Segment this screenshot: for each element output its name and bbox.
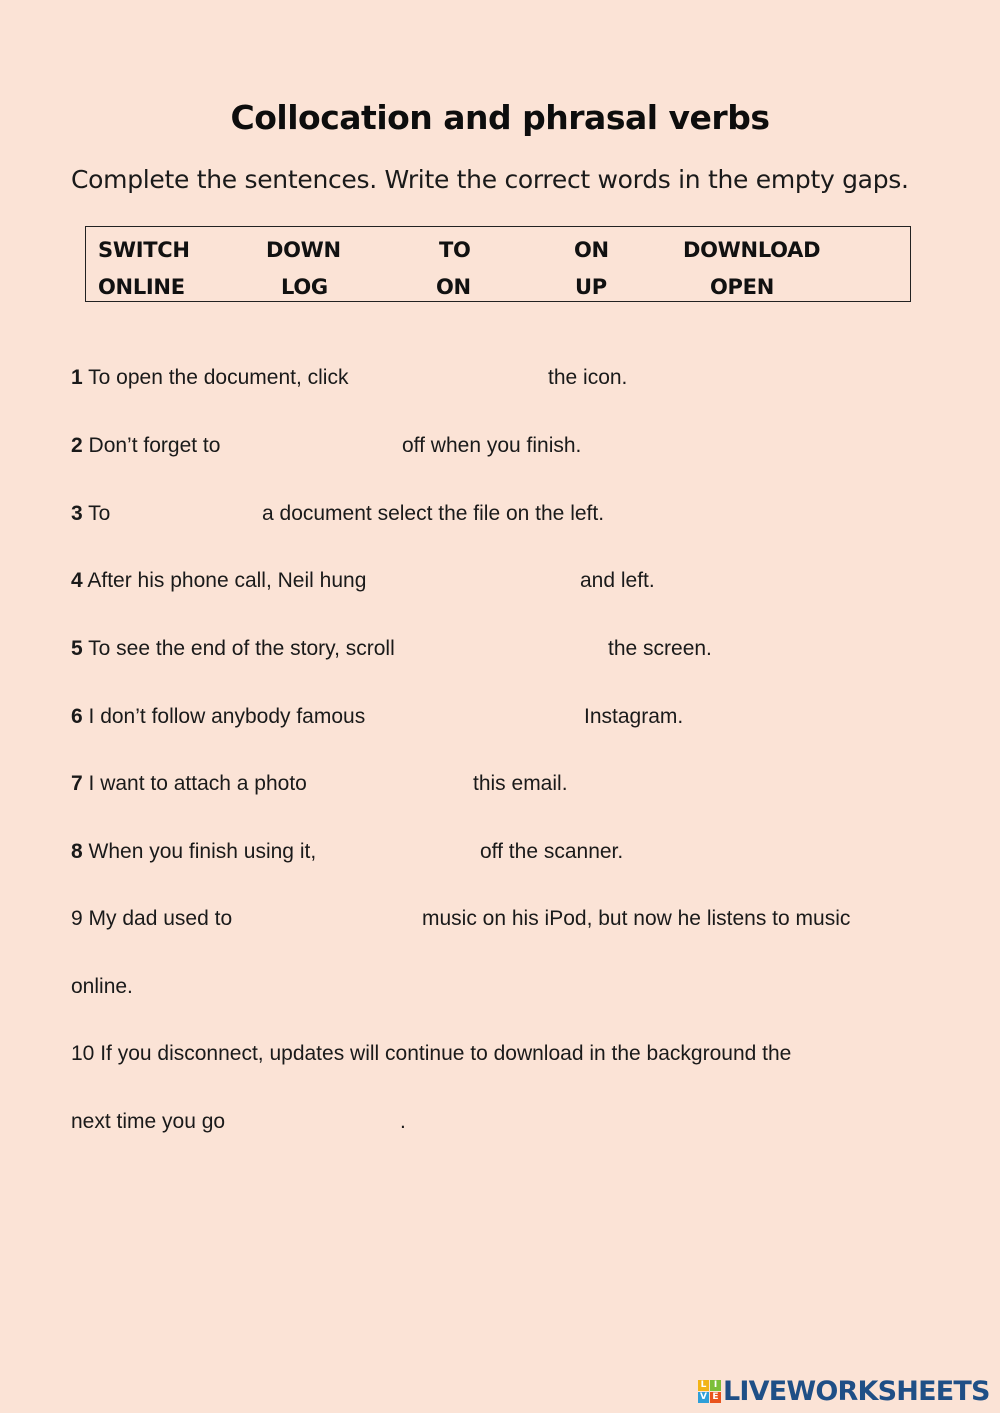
logo-text: LIVEWORKSHEETS <box>723 1376 990 1407</box>
logo-mark-tile: E <box>710 1392 721 1403</box>
question-text: the screen. <box>608 637 712 660</box>
answer-gap-10[interactable] <box>250 1107 396 1137</box>
question-text: off the scanner. <box>480 840 624 863</box>
question-6 <box>71 706 365 727</box>
question-text: I don’t follow anybody famous <box>88 705 366 728</box>
question-number: 3 <box>71 502 83 525</box>
liveworksheets-logo <box>698 1376 990 1407</box>
question-text: To see the end of the story, scroll <box>88 637 395 660</box>
question-text: My dad used to <box>88 907 233 930</box>
question-number: 8 <box>71 840 83 863</box>
word-bank <box>85 226 911 302</box>
question-text: and left. <box>580 569 655 592</box>
word-bank-item: DOWN <box>266 238 341 262</box>
word-bank-item: SWITCH <box>98 238 190 262</box>
question-text: To open the document, click <box>88 366 349 389</box>
question-text: Instagram. <box>584 705 684 728</box>
answer-gap-7[interactable] <box>341 769 467 799</box>
question-text: I want to attach a photo <box>88 772 307 795</box>
question-10-end <box>400 1111 406 1132</box>
question-text: the icon. <box>548 366 628 389</box>
question-text: music on his iPod, but now he listens to music <box>422 907 851 930</box>
word-bank-item: ON <box>436 275 471 299</box>
question-2 <box>71 435 220 456</box>
logo-mark-tile: V <box>698 1392 709 1403</box>
question-number: 4 <box>71 569 83 592</box>
question-1 <box>71 367 348 388</box>
question-text: next time you go <box>71 1110 226 1133</box>
answer-gap-2[interactable] <box>244 431 396 461</box>
question-text: When you finish using it, <box>88 840 317 863</box>
question-8-after <box>480 841 623 862</box>
question-number: 2 <box>71 434 83 457</box>
question-3 <box>71 503 110 524</box>
answer-gap-3[interactable] <box>124 499 256 529</box>
question-number: 9 <box>71 907 83 930</box>
question-text: If you disconnect, updates will continue to download in the background the <box>100 1042 792 1065</box>
word-bank-item: ONLINE <box>98 275 185 299</box>
question-text: Don’t forget to <box>88 434 221 457</box>
answer-gap-4[interactable] <box>409 566 573 596</box>
answer-gap-5[interactable] <box>444 634 602 664</box>
question-text: this email. <box>473 772 568 795</box>
answer-gap-6[interactable] <box>406 702 578 732</box>
word-bank-item: ON <box>574 238 609 262</box>
answer-gap-1[interactable] <box>390 363 542 393</box>
question-number: 6 <box>71 705 83 728</box>
question-5 <box>71 638 395 659</box>
question-5-after <box>608 638 712 659</box>
word-bank-item: OPEN <box>710 275 774 299</box>
question-10 <box>71 1043 791 1064</box>
question-number: 1 <box>71 366 83 389</box>
question-number: 5 <box>71 637 83 660</box>
instructions-text: Complete the sentences. Write the correct words in the empty gaps. <box>71 165 909 194</box>
question-9-after <box>422 908 850 929</box>
question-3-after <box>262 503 604 524</box>
answer-gap-9[interactable] <box>258 904 416 934</box>
question-text: online. <box>71 975 133 998</box>
question-9 <box>71 908 232 929</box>
word-bank-item: UP <box>575 275 607 299</box>
question-7-after <box>473 773 568 794</box>
question-text: After his phone call, Neil hung <box>87 569 367 592</box>
question-8 <box>71 841 316 862</box>
answer-gap-8[interactable] <box>351 837 473 867</box>
question-1-after <box>548 367 627 388</box>
logo-mark-tile: L <box>698 1380 709 1391</box>
word-bank-item: LOG <box>281 275 328 299</box>
question-text: a document select the file on the left. <box>262 502 605 525</box>
question-text: off when you finish. <box>402 434 582 457</box>
question-6-after <box>584 706 683 727</box>
logo-mark-tile: I <box>710 1380 721 1391</box>
question-2-after <box>402 435 581 456</box>
question-4 <box>71 570 366 591</box>
worksheet-title: Collocation and phrasal verbs <box>230 98 770 137</box>
question-10-continuation <box>71 1111 225 1132</box>
question-4-after <box>580 570 655 591</box>
question-number: 7 <box>71 772 83 795</box>
question-text: . <box>400 1110 406 1133</box>
question-text: To <box>88 502 111 525</box>
question-number: 10 <box>71 1042 95 1065</box>
question-9-continuation <box>71 976 133 997</box>
logo-mark-icon <box>698 1380 721 1403</box>
word-bank-item: TO <box>439 238 471 262</box>
question-7 <box>71 773 307 794</box>
word-bank-item: DOWNLOAD <box>683 238 821 262</box>
